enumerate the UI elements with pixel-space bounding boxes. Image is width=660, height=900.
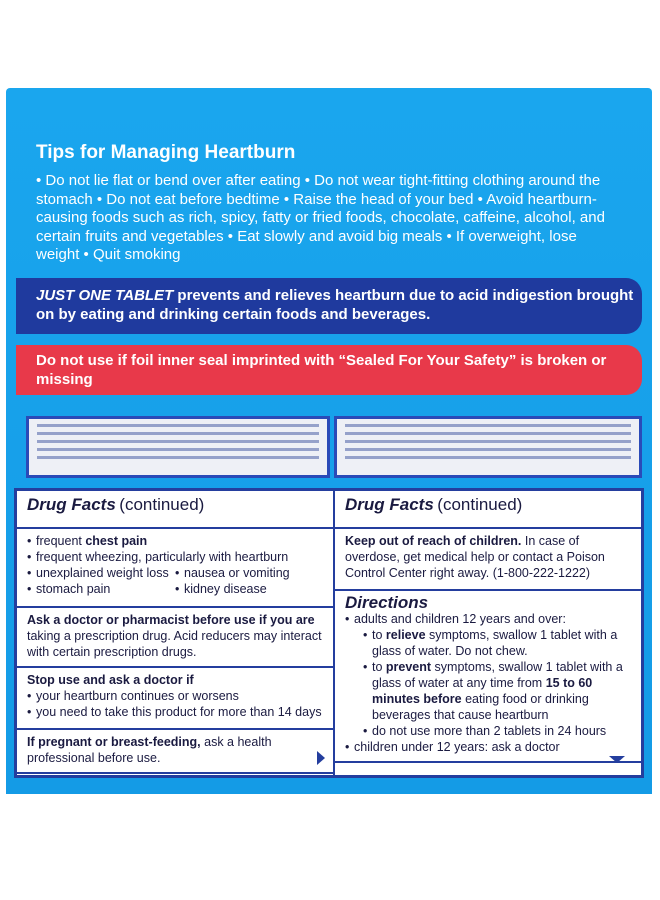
right-title: Drug Facts (345, 495, 434, 514)
right-header (335, 491, 641, 529)
list-item: • kidney disease (175, 581, 323, 597)
stop-use-section (17, 668, 333, 730)
list-item: • do not use more than 2 tablets in 24 hours (363, 723, 631, 739)
label-peek-left (26, 416, 330, 478)
left-title: Drug Facts (27, 495, 116, 514)
list-item: • nausea or vomiting (175, 565, 323, 581)
seal-warning-text: Do not use if foil inner seal imprinted with “Sealed For Your Safety” is broken or missing (36, 352, 607, 388)
left-header (17, 491, 333, 529)
stop-use-heading: Stop use and ask a doctor if (27, 673, 194, 687)
tips-section (36, 142, 616, 265)
ask-doctor-section (17, 608, 333, 668)
tips-body: • Do not lie flat or bend over after eating • Do not wear tight-fitting clothing around the stomach • Do not eat before bedtime • Raise the head of your bed • Avoid heartburn-causing foods such as rich, spicy, fatty or fried foods, chocolate, caffeine, alcohol, and certain fruits and vegetables • Eat slowly and avoid big meals • If overweight, lose weight • Quit smoking (36, 172, 605, 263)
seal-warning-band (16, 345, 642, 395)
directions-section (335, 591, 641, 763)
continue-down-arrow-icon (609, 756, 625, 763)
claim-lead: JUST ONE TABLET (36, 287, 174, 304)
right-title-cont: (continued) (437, 495, 523, 514)
directions-title: Directions (345, 593, 429, 612)
drug-facts-panel (14, 488, 644, 778)
list-item: • adults and children 12 years and over: (345, 611, 631, 627)
left-title-cont: (continued) (119, 495, 205, 514)
continue-right-arrow-icon (317, 751, 325, 765)
warnings-list (17, 529, 333, 608)
pregnancy-text: ask a health professional before use. (27, 735, 272, 765)
drug-facts-right-column (335, 491, 641, 775)
pregnancy-section (17, 730, 333, 774)
list-item: • to relieve symptoms, swallow 1 tablet with a glass of water. Do not chew. (363, 627, 631, 659)
list-item: • your heartburn continues or worsens (27, 688, 323, 704)
ask-doctor-text: taking a prescription drug. Acid reducers may interact with certain prescription drugs. (27, 629, 322, 659)
list-item: • frequent chest pain (27, 533, 323, 549)
list-item: • to prevent symptoms, swallow 1 tablet with a glass of water at any time from 15 to 60 minutes before eating food or drinking beverages that cause heartburn (363, 659, 631, 723)
pregnancy-heading: If pregnant or breast-feeding, (27, 735, 201, 749)
list-item: • you need to take this product for more than 14 days (27, 704, 323, 720)
list-item: • children under 12 years: ask a doctor (345, 739, 631, 755)
list-item: • stomach pain (27, 581, 175, 597)
keep-out-heading: Keep out of reach of children. (345, 534, 522, 548)
ask-doctor-heading: Ask a doctor or pharmacist before use if you are (27, 613, 315, 627)
claim-band (16, 278, 642, 334)
claim-text: prevents and relieves heartburn due to acid indigestion brought on by eating and drinking certain foods and beverages. (36, 287, 634, 323)
tips-title: Tips for Managing Heartburn (36, 142, 296, 163)
list-item: • unexplained weight loss (27, 565, 175, 581)
label-peek-right (334, 416, 642, 478)
keep-out-section (335, 529, 641, 591)
keep-out-text: In case of overdose, get medical help or contact a Poison Control Center right away. (1-800-222-1222) (345, 534, 605, 580)
drug-facts-left-column (17, 491, 333, 775)
list-item: • frequent wheezing, particularly with heartburn (27, 549, 323, 565)
